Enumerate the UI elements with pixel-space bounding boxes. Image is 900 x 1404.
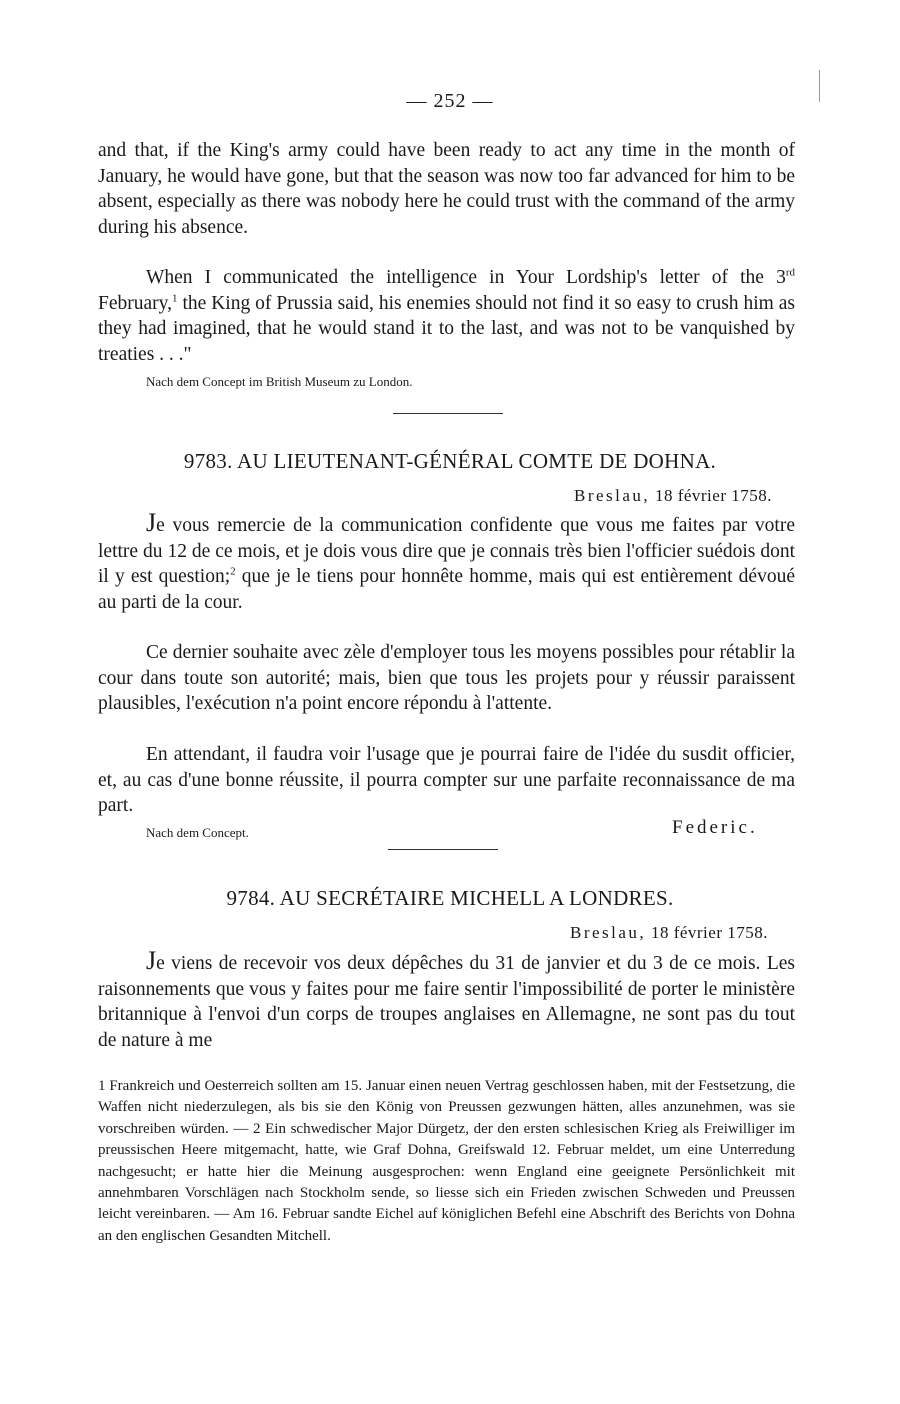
letter-heading-9783: 9783. AU LIEUTENANT-GÉNÉRAL COMTE DE DOHNA. xyxy=(183,449,717,473)
letter-9783-paragraph-1 xyxy=(98,508,795,615)
letter-9784-paragraph-1 xyxy=(98,946,795,1053)
section-divider xyxy=(393,413,503,414)
source-note: Nach dem Concept im British Museum zu London. xyxy=(146,374,413,389)
paragraph-text: e vous remercie de la communication confidente que vous me faites par votre lettre du 12 de ce mois, et je dois vous dire que je connais très bien l'officier suédois dont il y est question; xyxy=(98,515,795,587)
signature: Federic. xyxy=(672,817,758,838)
section-divider xyxy=(388,849,498,850)
dateline-place: Breslau, xyxy=(574,486,651,505)
initial-letter: J xyxy=(146,508,157,537)
letter-9783-paragraph-3: En attendant, il faudra voir l'usage que je pourrai faire de l'idée du susdit officier, et, au cas d'une bonne réussite, il pourra compter sur une parfaite reconnaissance de ma part. xyxy=(98,744,795,816)
footnote-number-2: 2 xyxy=(253,1120,261,1137)
footnote-ref-2[interactable]: 2 xyxy=(230,565,236,578)
letter-paragraph-2 xyxy=(98,265,795,367)
page-number: — 252 — xyxy=(406,90,494,112)
superscript: rd xyxy=(785,266,795,279)
paragraph-text: When I communicated the intelligence in Your Lordship's letter of the 3 xyxy=(146,267,786,288)
footnote-number-1: 1 xyxy=(98,1078,106,1094)
dateline-date: 18 février 1758. xyxy=(646,923,768,942)
letter-9783-paragraph-2: Ce dernier souhaite avec zèle d'employer tous les moyens possibles pour rétablir la cour dans toute son autorité; mais, bien que tous les projets pour y réussir paraissent plausibles, l'exécution n'a point encore répondu à l'attente. xyxy=(98,642,795,714)
letter-heading-9784: 9784. AU SECRÉTAIRE MICHELL A LONDRES. xyxy=(226,886,674,910)
letter-continuation-paragraph: and that, if the King's army could have been ready to act any time in the month of January, he would have gone, but that the season was now too far advanced for him to be absent, especially as there was nobody here he could trust with the command of the army during his absence. xyxy=(98,140,795,238)
paragraph-text: que je le tiens pour honnête homme, mais qui est entièrement dévoué au parti de la cour. xyxy=(98,566,795,613)
footnote-ref-1[interactable]: 1 xyxy=(172,292,178,304)
dateline-9784 xyxy=(570,923,768,943)
paragraph-text: e viens de recevoir vos deux dépêches du 31 de janvier et du 3 de ce mois. Les raisonnements que vous y faites pour me faire sentir l'impossibilité de porter le ministère britannique à l'envoi d'un corps de troupes anglaises en Allemagne, ne sont pas du tout de nature à me xyxy=(98,953,795,1051)
footnote-text-1: Frankreich und Oesterreich sollten am 15. Januar einen neuen Vertrag geschlossen haben, mit der Festsetzung, die Waffen nicht niederzulegen, als bis sie den König von Preussen gezwungen hätten, alles anzunehmen, was sie vorschreiben würden. — xyxy=(98,1078,795,1137)
dateline-9783 xyxy=(574,486,772,506)
paragraph-text: February, xyxy=(98,292,173,314)
paragraph-text: the King of Prussia said, his enemies should not find it so easy to crush him as they had imagined, that he would stand it to the last, and was not to be vanquished by treaties . . ." xyxy=(98,292,795,365)
footnote-text-2: Ein schwedischer Major Dürgetz, der den ersten schlesischen Krieg als Freiwilliger im preussischen Heere mitgemacht, hatte, wie Graf Dohna, Greifswald 12. Februar meldet, um eine Unterredung nachgesucht; er hatte hier die Meinung ausgesprochen: wenn England eine geeignete Persönlichkeit mit annehmbaren Vorschlägen nach Stockholm sende, so liesse sich ein Frieden zwischen Schweden und Preussen leicht vereinbaren. — Am 16. Februar sandte Eichel auf königlichen Befehl eine Abschrift des Berichts von Dohna an den englischen Gesandten Mitchell. xyxy=(98,1120,795,1244)
source-note: Nach dem Concept. xyxy=(146,825,249,840)
dateline-date: 18 février 1758. xyxy=(650,486,772,505)
dateline-place: Breslau, xyxy=(570,923,647,942)
footnotes xyxy=(98,1076,795,1247)
initial-letter: J xyxy=(146,946,157,975)
